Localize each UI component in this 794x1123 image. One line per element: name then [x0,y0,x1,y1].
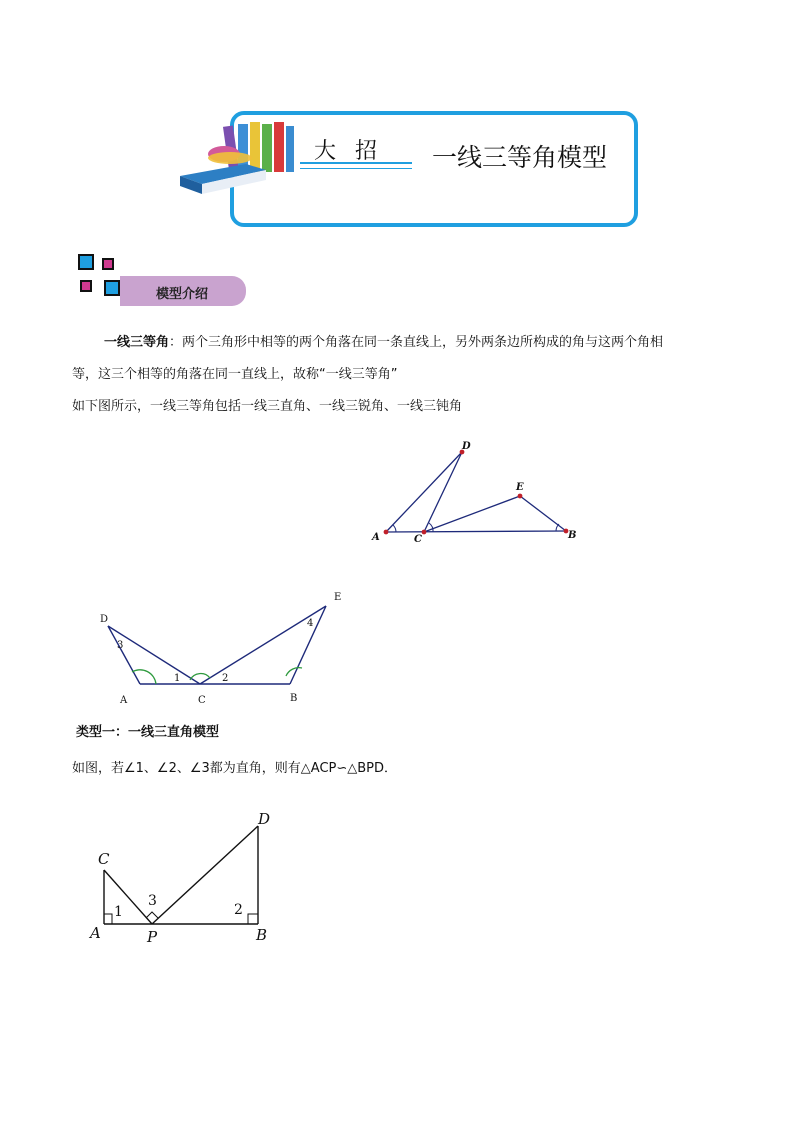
fig2-label-e: E [334,592,342,603]
fig3-label-b: B [256,926,268,944]
fig3-angle-2: 2 [234,902,243,918]
fig3-label-a: A [90,924,101,942]
fig1-label-c: C [414,534,422,545]
fig2-label-a: A [120,695,128,706]
fig3-angle-1: 1 [114,904,123,920]
definition-line-1 [104,330,744,356]
type-one-heading: 类型一：一线三直角模型 [76,725,220,740]
fig2-label-c: C [198,695,206,706]
definition-term: 一线三等角 [104,335,170,350]
definition-line-3: 如下图所示，一线三等角包括一线三直角、一线三锐角、一线三钝角 [72,399,463,414]
fig2-label-b: B [290,693,298,704]
figure-right-angle-model [86,806,286,952]
fig1-label-a: A [372,532,380,543]
definition-text: ：两个三角形中相等的两个角落在同一条直线上，另外两条边所构成的角与这两个角相 [169,335,664,350]
figure-obtuse-model [90,588,350,708]
banner-label: 大 招 [314,139,383,164]
type-one-statement: 如图，若∠1、∠2、∠3都为直角，则有△ACP∽△BPD． [72,761,398,776]
fig3-label-c: C [98,850,110,868]
section-squares-icon [78,254,130,306]
fig2-label-d: D [100,614,109,625]
fig2-angle-4: 4 [307,618,314,629]
section-title: 模型介绍 [156,287,209,302]
fig2-angle-2: 2 [222,673,229,684]
banner-rule-thin [300,168,412,169]
page-title: 一线三等角模型 [432,143,608,172]
books-icon [176,118,306,200]
fig1-label-d: D [462,441,471,452]
fig2-angle-1: 1 [174,673,181,684]
fig3-angle-3: 3 [148,893,157,909]
fig1-label-e: E [516,482,524,493]
figure-acute-model [366,434,586,552]
fig3-label-p: P [147,928,158,946]
definition-line-2: 等，这三个相等的角落在同一直线上，故称“一线三等角” [72,367,398,382]
fig2-angle-3: 3 [117,640,124,651]
fig3-label-d: D [258,810,271,828]
fig1-label-b: B [568,530,577,541]
